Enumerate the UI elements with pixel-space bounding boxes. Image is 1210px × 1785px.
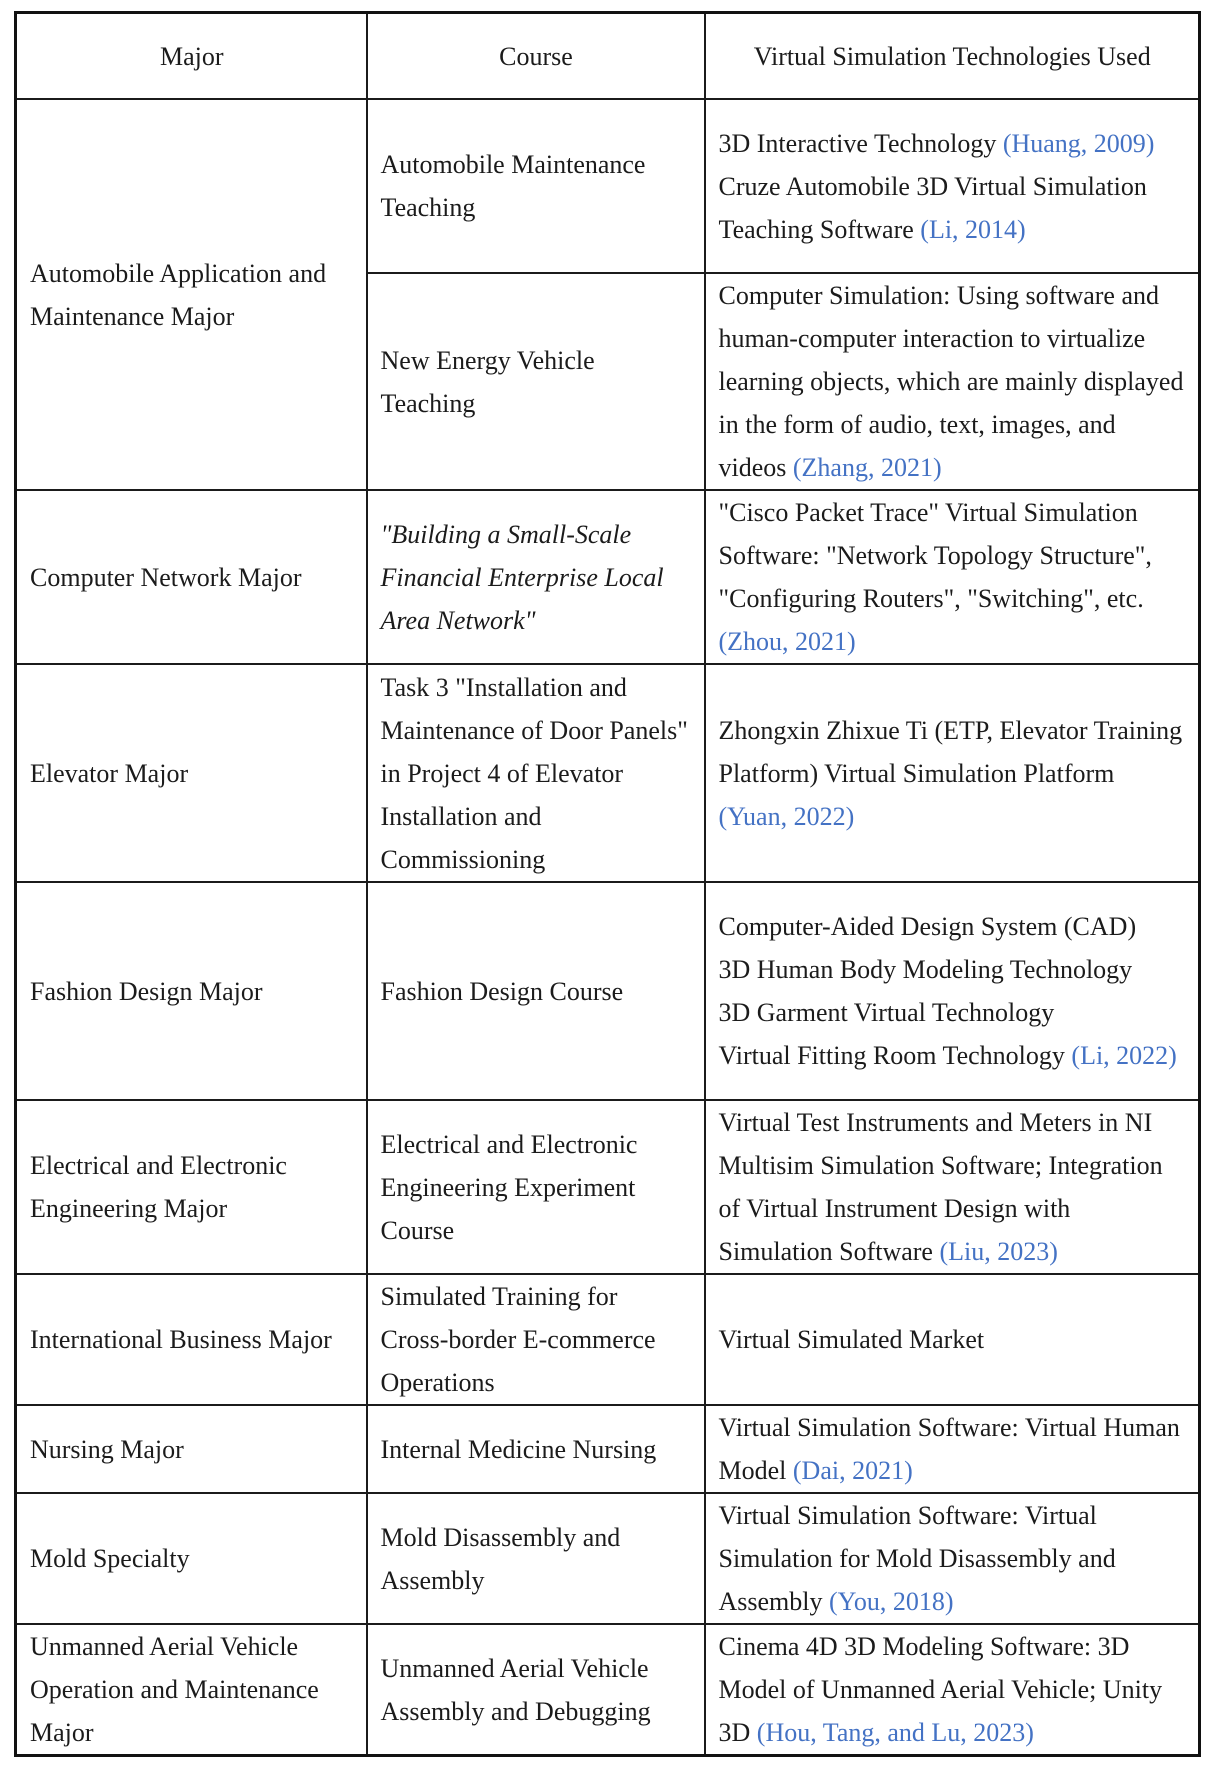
technology-line [719, 122, 1187, 165]
technology-cell [705, 664, 1200, 882]
header-technologies: Virtual Simulation Technologies Used [705, 13, 1200, 100]
table-row [16, 664, 1200, 882]
technology-cell [705, 882, 1200, 1100]
citation: (Huang, 2009) [1002, 128, 1155, 158]
technology-cell [705, 1624, 1200, 1756]
technology-line: 3D Garment Virtual Technology [718, 998, 1055, 1027]
course-cell: "Building a Small-Scale Financial Enterprise Local Area Network" [367, 490, 705, 664]
table-row [16, 1405, 1200, 1493]
table-row [16, 99, 1200, 273]
technology-cell [705, 490, 1200, 664]
citation: (Liu, 2023) [939, 1237, 1058, 1266]
technology-cell [705, 273, 1200, 490]
table-row [16, 1624, 1200, 1756]
major-cell: Computer Network Major [16, 490, 367, 664]
citation: (Hou, Tang, and Lu, 2023) [756, 1718, 1034, 1747]
major-cell: International Business Major [16, 1274, 367, 1405]
citation: (Yuan, 2022) [718, 801, 855, 831]
citation: (Li, 2014) [920, 214, 1026, 244]
major-cell: Electrical and Electronic Engineering Major [16, 1100, 367, 1274]
technology-line [719, 1034, 1187, 1077]
technology-cell [705, 1405, 1200, 1493]
technology-line: 3D Human Body Modeling Technology [718, 955, 1133, 984]
technology-text: Virtual Fitting Room Technology [718, 1041, 1072, 1070]
header-major: Major [16, 13, 367, 100]
course-cell: Simulated Training for Cross-border E-commerce Operations [367, 1274, 705, 1405]
table-row [16, 490, 1200, 664]
technology-line [719, 165, 1187, 251]
major-cell: Fashion Design Major [16, 882, 367, 1100]
technology-text: Cruze Automobile 3D Virtual Simulation Teaching Software [718, 171, 1147, 244]
course-cell: Internal Medicine Nursing [367, 1405, 705, 1493]
major-cell: Mold Specialty [16, 1493, 367, 1624]
technology-text: Virtual Simulation Software: Virtual Human Model [718, 1413, 1180, 1485]
technology-text: Virtual Simulation Software: Virtual Simulation for Mold Disassembly and Assembly [718, 1501, 1116, 1616]
citation: (Zhang, 2021) [792, 453, 942, 482]
table-header-row [16, 13, 1200, 100]
major-cell: Nursing Major [16, 1405, 367, 1493]
technology-cell [705, 1493, 1200, 1624]
citation: (Li, 2022) [1071, 1041, 1177, 1070]
technology-cell [705, 99, 1200, 273]
major-cell: Automobile Application and Maintenance Major [16, 99, 367, 490]
technology-text: Zhongxin Zhixue Ti (ETP, Elevator Training Platform) Virtual Simulation Platform [718, 715, 1183, 788]
citation: (You, 2018) [829, 1587, 954, 1616]
simulation-technologies-table [14, 11, 1201, 1757]
table-row [16, 882, 1200, 1100]
course-cell: Automobile Maintenance Teaching [367, 99, 705, 273]
technology-text: 3D Interactive Technology [718, 128, 1003, 158]
course-cell: New Energy Vehicle Teaching [367, 273, 705, 490]
technology-text: "Cisco Packet Trace" Virtual Simulation Software: "Network Topology Structure", "Configuring Routers", "Switching", etc. [718, 498, 1152, 613]
table-row [16, 1493, 1200, 1624]
course-cell: Electrical and Electronic Engineering Experiment Course [367, 1100, 705, 1274]
course-cell: Task 3 "Installation and Maintenance of Door Panels" in Project 4 of Elevator Installation and Commissioning [367, 664, 705, 882]
technology-cell: Virtual Simulated Market [705, 1274, 1200, 1405]
technology-cell [705, 1100, 1200, 1274]
major-cell: Elevator Major [16, 664, 367, 882]
major-cell: Unmanned Aerial Vehicle Operation and Maintenance Major [16, 1624, 367, 1756]
technology-text: Cinema 4D 3D Modeling Software: 3D Model of Unmanned Aerial Vehicle; Unity 3D [718, 1632, 1163, 1747]
course-cell: Unmanned Aerial Vehicle Assembly and Debugging [367, 1624, 705, 1756]
table-row [16, 1100, 1200, 1274]
technology-text: Computer Simulation: Using software and human-computer interaction to virtualize learning objects, which are mainly displayed in the form of audio, text, images, and videos [718, 281, 1184, 482]
technology-line: Computer-Aided Design System (CAD) [718, 912, 1137, 941]
table-row [16, 1274, 1200, 1405]
citation: (Dai, 2021) [792, 1456, 913, 1485]
citation: (Zhou, 2021) [718, 627, 856, 656]
course-cell: Fashion Design Course [367, 882, 705, 1100]
course-cell: Mold Disassembly and Assembly [367, 1493, 705, 1624]
technology-text: Virtual Test Instruments and Meters in NI Multisim Simulation Software; Integration of Virtual Instrument Design with Simulation Software [718, 1108, 1163, 1266]
header-course: Course [367, 13, 705, 100]
